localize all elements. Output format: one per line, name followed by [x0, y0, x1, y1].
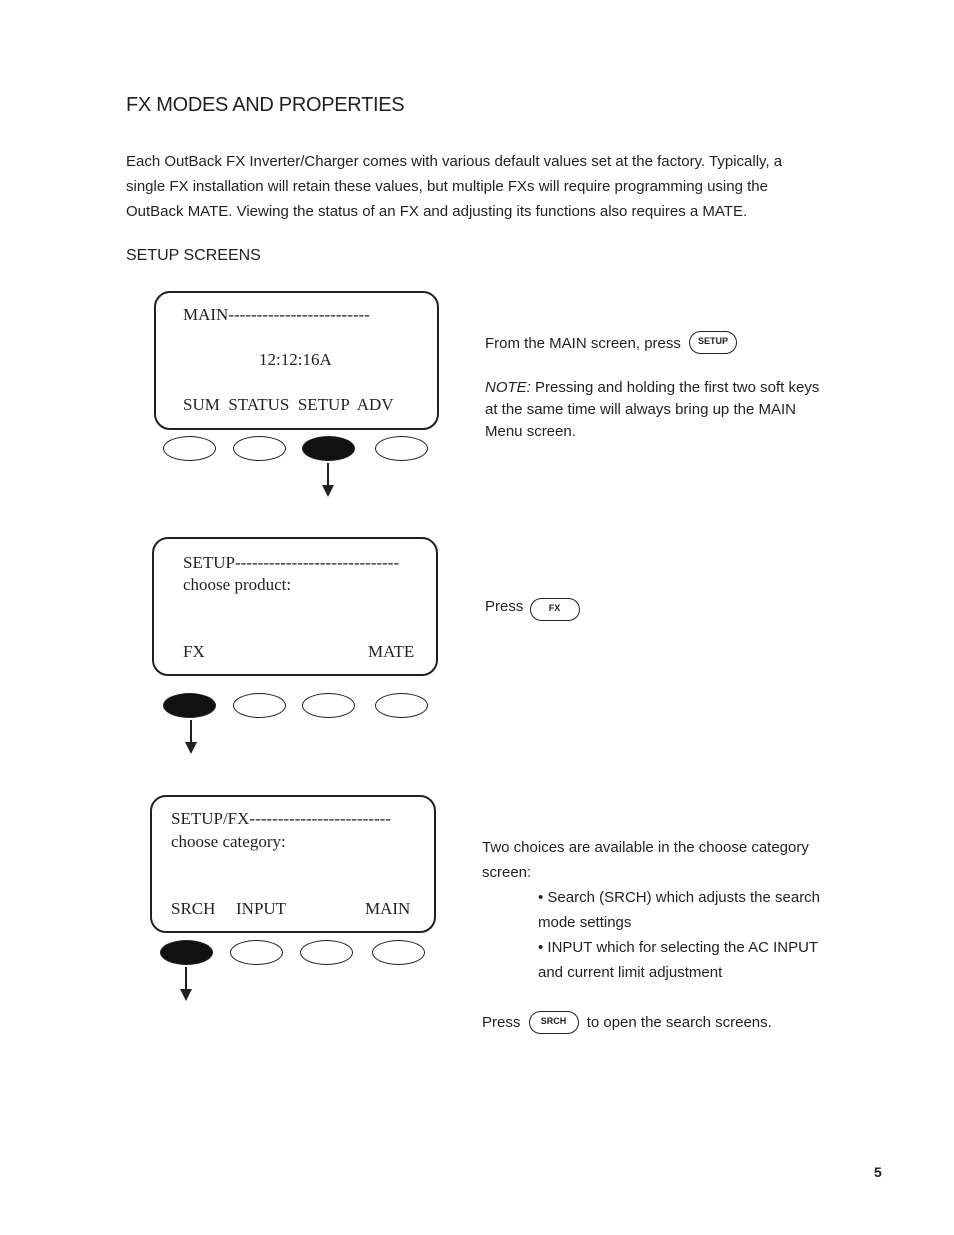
lcd-setup-screen [152, 537, 438, 676]
step3-bullet-input: • INPUT which for selecting the AC INPUT and current limit adjustment [538, 939, 818, 981]
lcd-fx-key-main: MAIN [365, 899, 411, 918]
step3-intro: Two choices are available in the choose category screen: [482, 839, 809, 881]
soft-key-4[interactable] [372, 940, 425, 965]
lcd-fx-key-input: INPUT [236, 899, 287, 918]
down-arrow-icon [327, 463, 329, 495]
fx-key-icon: FX [530, 598, 580, 621]
lcd-setup-key-fx: FX [183, 642, 205, 661]
step3-press: Press [482, 1014, 521, 1031]
note-text: Pressing and holding the first two soft keys at the same time will always bring up the MAIN Menu screen. [485, 379, 820, 440]
step3-bullet-srch: • Search (SRCH) which adjusts the search mode settings [538, 889, 821, 931]
page-number: 5 [874, 1164, 882, 1180]
lcd-main-screen [154, 291, 439, 430]
step3-after: to open the search screens. [586, 1014, 772, 1031]
lcd-main-time: 12:12:16A [259, 350, 332, 369]
step2-instruction [485, 594, 685, 619]
soft-key-4[interactable] [375, 693, 428, 718]
lcd-setup-prompt: choose product: [183, 575, 292, 594]
lcd-fx-header: SETUP/FX------------------------- [171, 809, 391, 828]
lcd-main-softkey-labels: SUM STATUS SETUP ADV [183, 395, 394, 414]
soft-key-srch-pressed[interactable] [160, 940, 213, 965]
soft-key-fx-pressed[interactable] [163, 693, 216, 718]
step1-instruction [485, 331, 835, 356]
down-arrow-icon [190, 720, 192, 752]
soft-key-4[interactable] [375, 436, 428, 461]
lcd-setup-key-mate: MATE [368, 642, 415, 661]
section-heading: SETUP SCREENS [126, 247, 261, 264]
step1-note [485, 377, 830, 443]
down-arrow-icon [185, 967, 187, 999]
intro-paragraph: Each OutBack FX Inverter/Charger comes with various default values set at the factory. Typically, a single FX installation will retain these values, but multiple FXs will require programming using the OutBack MATE. Viewing the status of an FX and adjusting its functions also requires a MATE. [126, 153, 783, 220]
setup-key-icon: SETUP [689, 331, 737, 354]
step1-text: From the MAIN screen, press [485, 335, 681, 352]
soft-key-setup-pressed[interactable] [302, 436, 355, 461]
lcd-fx-prompt: choose category: [171, 832, 286, 851]
lcd-main-header: MAIN------------------------- [183, 305, 370, 324]
soft-key-3[interactable] [300, 940, 353, 965]
soft-key-2[interactable] [233, 693, 286, 718]
soft-key-2[interactable] [230, 940, 283, 965]
lcd-fx-key-srch: SRCH [171, 899, 216, 918]
step2-text: Press [485, 598, 524, 615]
soft-key-1[interactable] [163, 436, 216, 461]
step3-press-instruction [482, 1010, 827, 1035]
soft-key-3[interactable] [302, 693, 355, 718]
lcd-setup-header: SETUP----------------------------- [183, 553, 400, 572]
lcd-setup-fx-screen [150, 795, 436, 933]
note-label: NOTE: [485, 379, 531, 396]
srch-key-icon: SRCH [529, 1011, 579, 1034]
soft-key-2[interactable] [233, 436, 286, 461]
page-title: FX MODES AND PROPERTIES [126, 94, 405, 116]
